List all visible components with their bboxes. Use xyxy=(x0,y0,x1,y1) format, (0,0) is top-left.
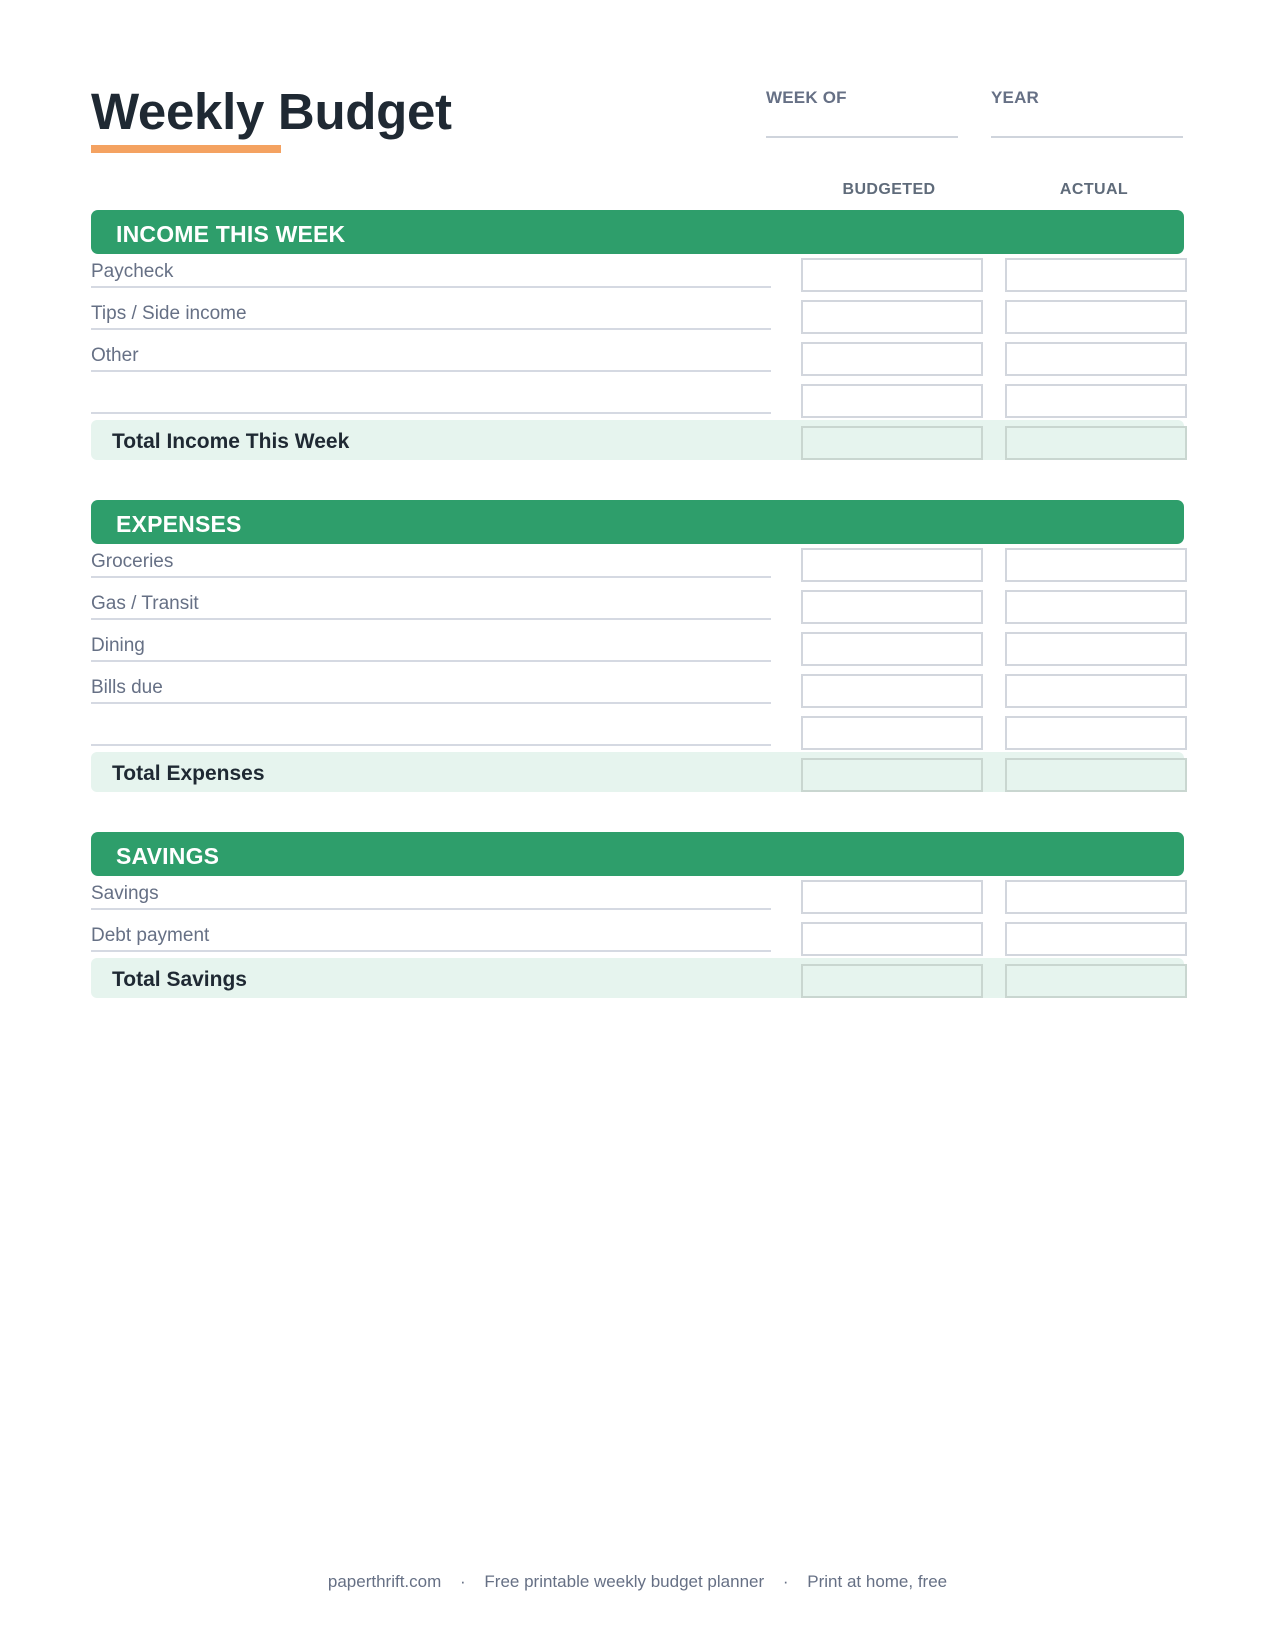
actual-input-box[interactable] xyxy=(1005,384,1187,418)
expenses-total-row xyxy=(91,752,1184,792)
actual-total-box[interactable] xyxy=(1005,758,1187,792)
week-of-line xyxy=(766,136,958,138)
year-field[interactable] xyxy=(991,88,1183,108)
budgeted-input-box[interactable] xyxy=(801,300,983,334)
row-label: Bills due xyxy=(91,677,163,698)
year-line xyxy=(991,136,1183,138)
row-label: Savings xyxy=(91,883,159,904)
week-of-field[interactable] xyxy=(766,88,958,108)
row-rule xyxy=(91,286,771,288)
week-of-label: WEEK OF xyxy=(766,88,847,107)
actual-total-box[interactable] xyxy=(1005,426,1187,460)
budgeted-input-box[interactable] xyxy=(801,716,983,750)
year-label: YEAR xyxy=(991,88,1040,107)
row-rule xyxy=(91,618,771,620)
budgeted-input-box[interactable] xyxy=(801,922,983,956)
actual-input-box[interactable] xyxy=(1005,258,1187,292)
page-footer xyxy=(0,1572,1275,1592)
budgeted-input-box[interactable] xyxy=(801,258,983,292)
expense-row xyxy=(91,632,1184,672)
income-row-blank xyxy=(91,384,1184,424)
row-label: Paycheck xyxy=(91,261,174,282)
expense-row-blank xyxy=(91,716,1184,756)
actual-input-box[interactable] xyxy=(1005,548,1187,582)
row-rule xyxy=(91,702,771,704)
row-label: Debt payment xyxy=(91,925,210,946)
page-title: Weekly Budget xyxy=(91,83,452,140)
expense-row xyxy=(91,590,1184,630)
budgeted-input-box[interactable] xyxy=(801,384,983,418)
row-rule xyxy=(91,660,771,662)
savings-row xyxy=(91,880,1184,920)
actual-total-box[interactable] xyxy=(1005,964,1187,998)
row-rule xyxy=(91,412,771,414)
row-label: Dining xyxy=(91,635,145,656)
actual-input-box[interactable] xyxy=(1005,300,1187,334)
savings-section-title: SAVINGS xyxy=(116,843,220,869)
actual-input-box[interactable] xyxy=(1005,590,1187,624)
row-label: Tips / Side income xyxy=(91,303,247,324)
actual-input-box[interactable] xyxy=(1005,674,1187,708)
row-label: Groceries xyxy=(91,551,174,572)
budgeted-total-box[interactable] xyxy=(801,758,983,792)
actual-input-box[interactable] xyxy=(1005,880,1187,914)
budgeted-total-box[interactable] xyxy=(801,426,983,460)
income-row xyxy=(91,258,1184,298)
expense-row xyxy=(91,674,1184,714)
row-rule xyxy=(91,328,771,330)
budgeted-total-box[interactable] xyxy=(801,964,983,998)
savings-section-header xyxy=(91,832,1184,876)
row-label: Gas / Transit xyxy=(91,593,199,614)
income-row xyxy=(91,342,1184,382)
expenses-section-header xyxy=(91,500,1184,544)
row-rule xyxy=(91,576,771,578)
budgeted-input-box[interactable] xyxy=(801,674,983,708)
row-rule xyxy=(91,744,771,746)
actual-input-box[interactable] xyxy=(1005,922,1187,956)
footer-site: paperthrift.com xyxy=(327,1572,442,1591)
budgeted-input-box[interactable] xyxy=(801,342,983,376)
actual-input-box[interactable] xyxy=(1005,632,1187,666)
budgeted-input-box[interactable] xyxy=(801,548,983,582)
income-total-row xyxy=(91,420,1184,460)
row-rule xyxy=(91,370,771,372)
expenses-section-title: EXPENSES xyxy=(116,511,242,537)
actual-input-box[interactable] xyxy=(1005,716,1187,750)
footer-note: Print at home, free xyxy=(807,1572,948,1591)
title-underline xyxy=(91,145,281,153)
income-total-label: Total Income This Week xyxy=(112,430,350,453)
savings-total-label: Total Savings xyxy=(112,968,247,991)
income-row xyxy=(91,300,1184,340)
footer-description: Free printable weekly budget planner xyxy=(484,1572,765,1591)
footer-separator: · xyxy=(782,1572,789,1591)
budgeted-input-box[interactable] xyxy=(801,590,983,624)
row-label: Other xyxy=(91,345,139,366)
expense-row xyxy=(91,548,1184,588)
budgeted-input-box[interactable] xyxy=(801,632,983,666)
row-rule xyxy=(91,950,771,952)
savings-total-row xyxy=(91,958,1184,998)
income-section-header xyxy=(91,210,1184,254)
expenses-total-label: Total Expenses xyxy=(112,762,265,785)
budgeted-column-header: BUDGETED xyxy=(842,181,936,198)
budgeted-input-box[interactable] xyxy=(801,880,983,914)
row-rule xyxy=(91,908,771,910)
footer-separator: · xyxy=(460,1572,466,1591)
income-section-title: INCOME THIS WEEK xyxy=(116,221,346,247)
savings-row xyxy=(91,922,1184,962)
actual-column-header: ACTUAL xyxy=(1059,181,1129,198)
actual-input-box[interactable] xyxy=(1005,342,1187,376)
